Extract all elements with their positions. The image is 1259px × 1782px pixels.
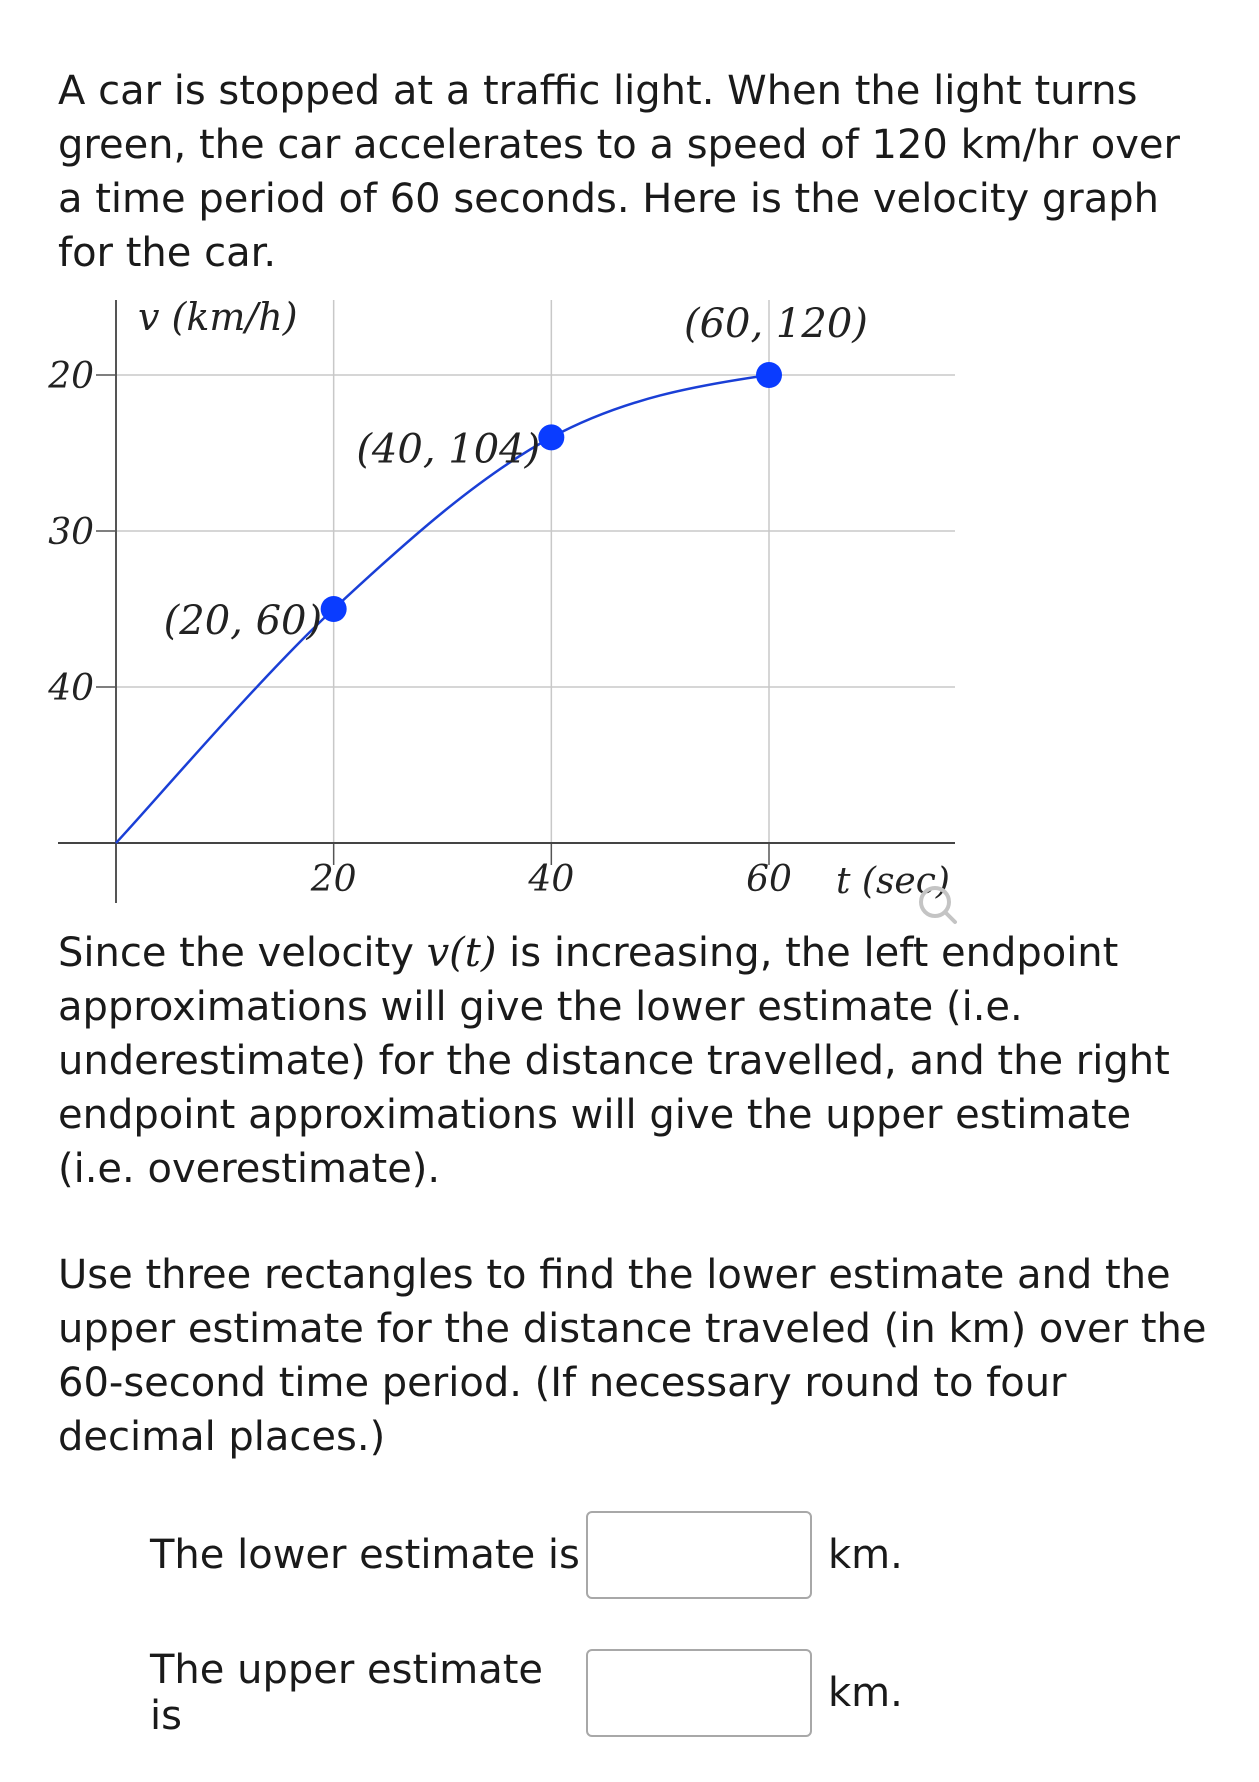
x-tick-label: 40: [528, 859, 575, 900]
grid-lines: [116, 300, 955, 843]
data-point: [756, 362, 782, 388]
data-point: [538, 424, 564, 450]
data-point-label: (20, 60): [163, 598, 323, 644]
y-tick-label: 40: [48, 668, 94, 709]
data-point-label: (40, 104): [356, 426, 541, 473]
y-tick-label: 30: [48, 512, 94, 553]
problem-intro: A car is stopped at a traffic light. When the light turns green, the car accelerates to a speed of 120 km/hr over a time period of 60 seconds. Here is the velocity graph for the car.: [58, 68, 1180, 276]
upper-unit-label: km.: [828, 1670, 903, 1716]
upper-estimate-label: The upper estimate is: [150, 1647, 544, 1739]
explanation-text: Since the velocity v(t) is increasing, the left endpoint approximations will give the lower estimate (i.e. underestimate) for the distance travelled, and the right endpoint approximations will give the upper estimate (i.e. overestimate).: [58, 930, 1170, 1192]
data-point: [321, 596, 347, 622]
lower-estimate-label: The lower estimate is: [150, 1532, 580, 1578]
velocity-graph: [0, 290, 1259, 930]
y-tick-label: 20: [48, 356, 94, 397]
x-tick-label: 20: [310, 859, 357, 900]
lower-unit-label: km.: [828, 1532, 903, 1578]
lower-estimate-row: [150, 1510, 903, 1600]
x-axis-title: t (sec): [836, 861, 950, 902]
x-tick-label: 60: [746, 859, 792, 900]
velocity-function: v(t): [426, 930, 497, 976]
y-axis-title: v (km/h): [138, 295, 298, 339]
task-text: Use three rectangles to find the lower estimate and the upper estimate for the distance traveled (in km) over the 60-second time period. (If necessary round to four decimal places.): [58, 1252, 1207, 1460]
upper-estimate-row: [150, 1648, 903, 1738]
lower-estimate-input[interactable]: [586, 1511, 812, 1599]
axis-labels: [47, 295, 950, 902]
data-point-label: (60, 120): [684, 301, 868, 347]
upper-estimate-input[interactable]: [586, 1649, 812, 1737]
